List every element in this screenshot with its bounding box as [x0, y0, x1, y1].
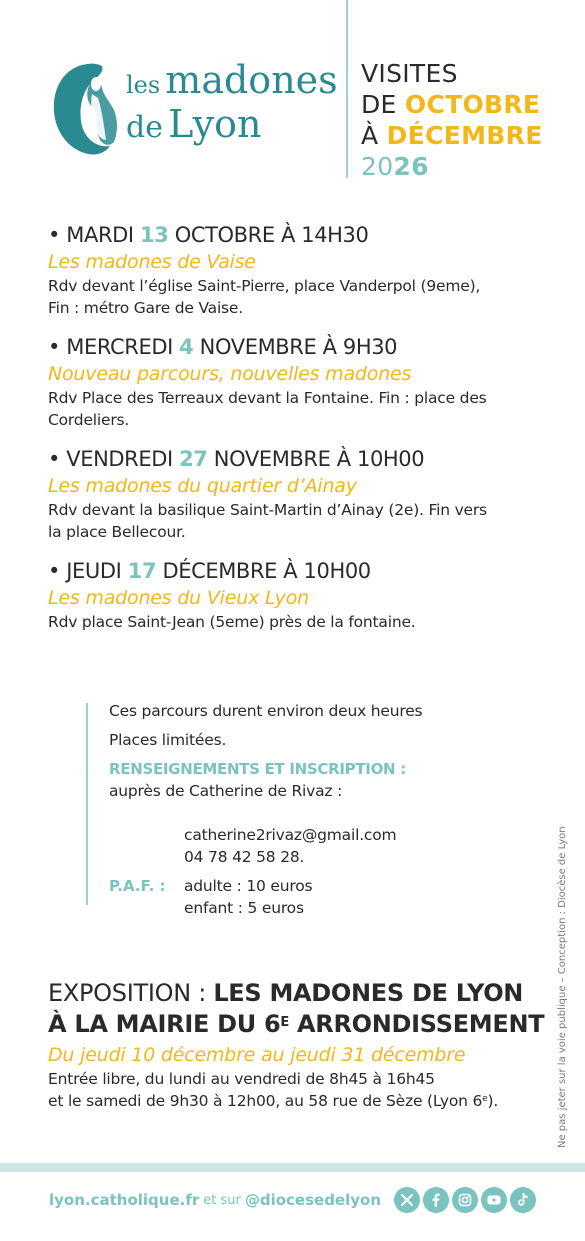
social-icons	[391, 1187, 536, 1213]
contact-phone[interactable]: 04 78 42 58 28.	[184, 848, 305, 866]
event-item	[48, 556, 548, 633]
tiktok-icon[interactable]	[510, 1187, 536, 1213]
event-date: • VENDREDI 27 NOVEMBRE À 10H00	[48, 447, 425, 471]
logo-les: les	[126, 71, 161, 99]
event-title: Les madones du quartier d’Ainay	[48, 475, 357, 497]
places-text: Places limitées.	[109, 731, 227, 749]
footer-band	[0, 1163, 585, 1172]
contact-details	[184, 824, 526, 868]
madonna-emblem-icon	[48, 60, 126, 156]
paf-prices	[109, 875, 526, 919]
event-item	[48, 220, 548, 319]
year: 2026	[361, 152, 429, 181]
event-item	[48, 332, 548, 431]
website-link[interactable]: lyon.catholique.fr	[48, 1191, 200, 1209]
visites-line-2: DE OCTOBRE	[361, 90, 541, 119]
event-list	[48, 220, 548, 646]
facebook-icon[interactable]	[423, 1187, 449, 1213]
visites-line-1: VISITES	[361, 59, 458, 88]
exposition-dates: Du jeudi 10 décembre au jeudi 31 décembre	[48, 1044, 466, 1066]
instagram-icon[interactable]	[452, 1187, 478, 1213]
paf-label: P.A.F. :	[109, 877, 166, 895]
exposition-description: Entrée libre, du lundi au vendredi de 8h45 à 16h45 et le samedi de 9h30 à 12h00, au 58 rue de Sèze (Lyon 6e).	[48, 1070, 499, 1110]
paf-adult: adulte : 10 euros	[184, 877, 313, 895]
et-sur-text: et sur	[203, 1192, 241, 1208]
event-date: • JEUDI 17 DÉCEMBRE À 10H00	[48, 559, 371, 583]
info-box	[86, 702, 526, 917]
logo-madones: madones	[165, 58, 338, 102]
event-title: Les madones de Vaise	[48, 251, 256, 273]
paf-child: enfant : 5 euros	[184, 899, 304, 917]
event-description: Rdv devant la basilique Saint-Martin d’Ainay (2e). Fin vers la place Bellecour.	[48, 501, 487, 541]
logo-lyon: Lyon	[168, 102, 262, 146]
exposition-title-line-2: À LA MAIRIE DU $6^E$ ARRONDISSEMENT	[48, 1010, 545, 1038]
month-octobre: OCTOBRE	[404, 90, 541, 119]
side-note: Ne pas jeter sur la voie publique – Conception : Diocèse de Lyon	[557, 826, 568, 1148]
month-decembre: DÉCEMBRE	[386, 121, 543, 150]
event-date: • MARDI 13 OCTOBRE À 14H30	[48, 223, 369, 247]
event-description: Rdv place Saint-Jean (5eme) près de la fontaine.	[48, 613, 416, 631]
event-item	[48, 444, 548, 543]
contact-intro: auprès de Catherine de Rivaz :	[109, 782, 343, 800]
event-description: Rdv Place des Terreaux devant la Fontaine. Fin : place des Cordeliers.	[48, 389, 487, 429]
footer	[0, 1180, 585, 1220]
exposition-title-line-1: EXPOSITION : LES MADONES DE LYON	[48, 979, 524, 1007]
duration-text: Ces parcours durent environ deux heures	[109, 702, 423, 720]
info-heading: RENSEIGNEMENTS ET INSCRIPTION :	[109, 760, 406, 778]
youtube-icon[interactable]	[481, 1187, 507, 1213]
visites-line-3: À DÉCEMBRE	[361, 121, 543, 150]
social-handle[interactable]: @diocesedelyon	[244, 1191, 382, 1209]
x-icon[interactable]	[394, 1187, 420, 1213]
visites-heading	[361, 58, 543, 182]
exposition-section	[48, 978, 558, 1112]
logo	[48, 54, 338, 164]
header-divider	[346, 0, 348, 178]
event-title: Nouveau parcours, nouvelles madones	[48, 363, 412, 385]
event-title: Les madones du Vieux Lyon	[48, 587, 309, 609]
event-description: Rdv devant l’église Saint-Pierre, place Vanderpol (9eme), Fin : métro Gare de Vaise.	[48, 277, 481, 317]
logo-de: de	[126, 110, 163, 145]
contact-email[interactable]: catherine2rivaz@gmail.com	[184, 826, 397, 844]
event-date: • MERCREDI 4 NOVEMBRE À 9H30	[48, 335, 398, 359]
